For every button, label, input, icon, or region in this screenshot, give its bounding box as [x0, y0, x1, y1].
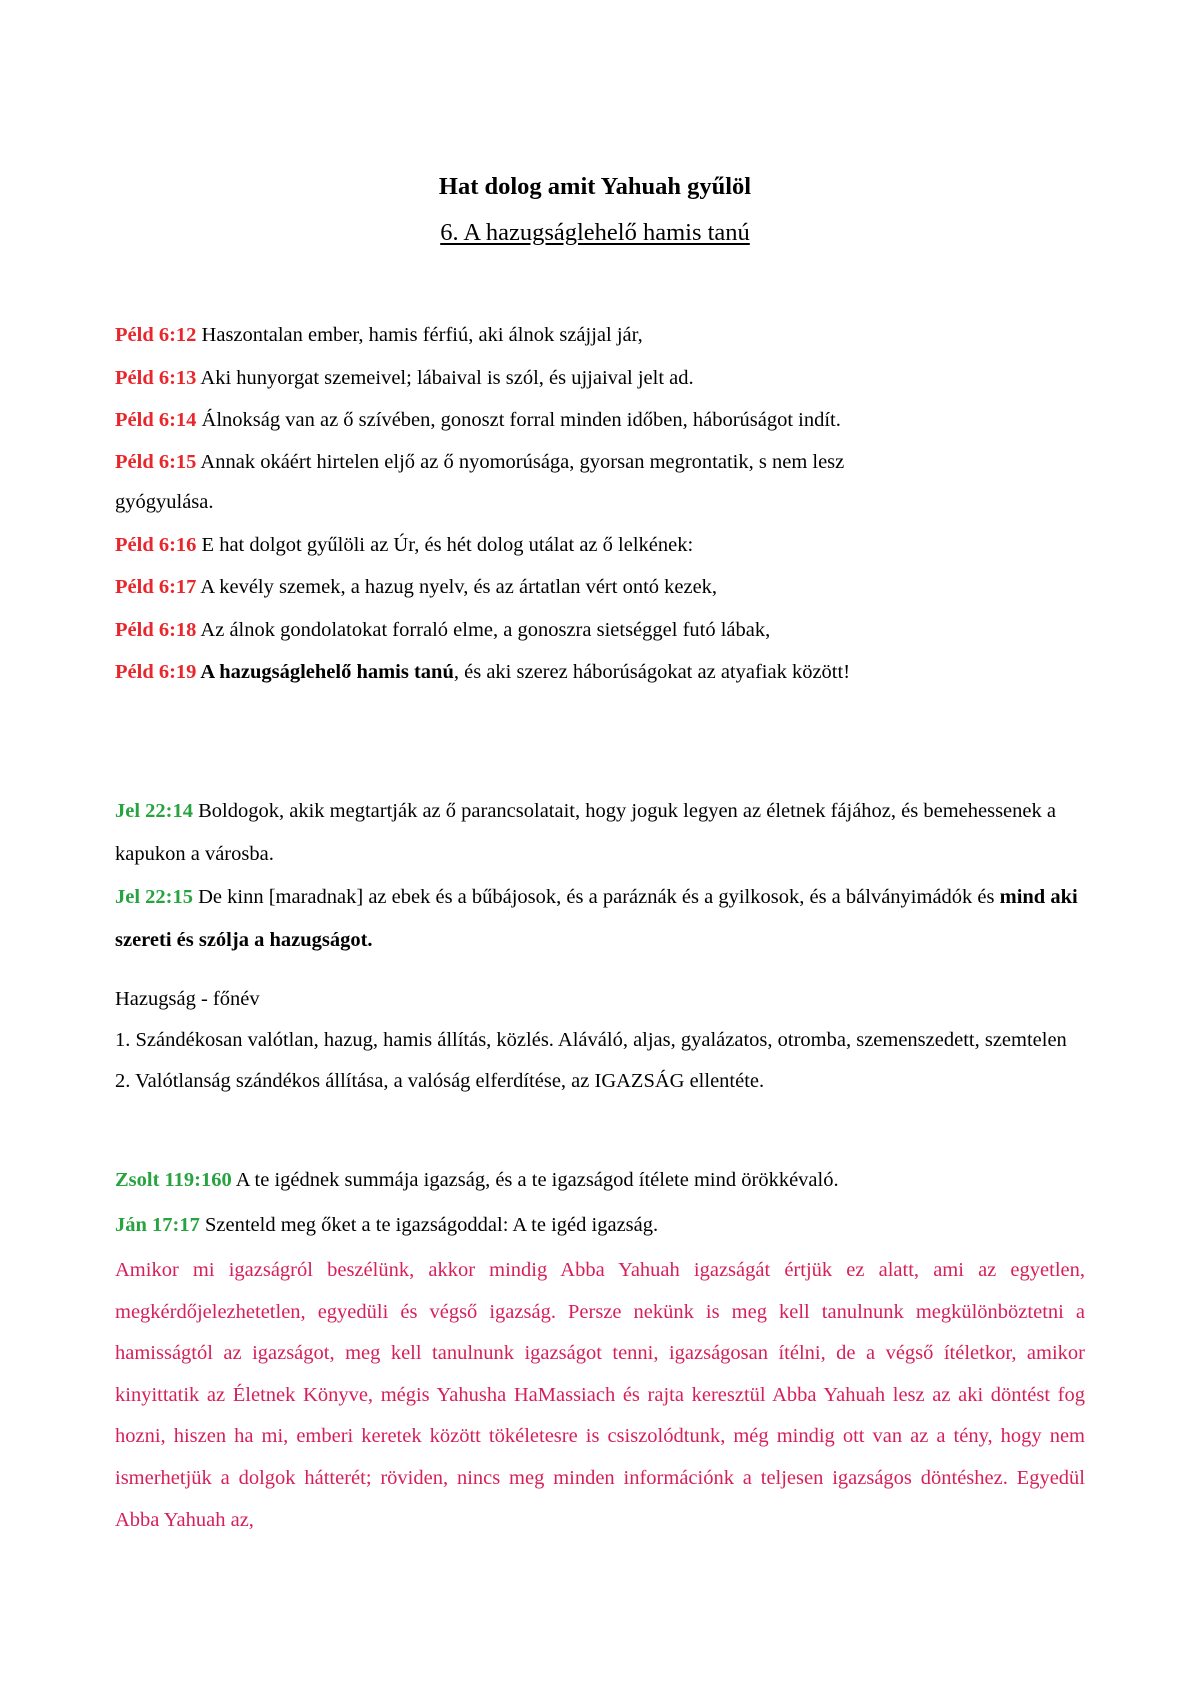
definition-heading: Hazugság - főnév — [115, 988, 260, 1010]
verse-pld-6-16 — [115, 524, 1085, 567]
verse-pld-6-13 — [115, 357, 1085, 400]
verse-emphasis: A hazugságlehelő hamis tanú — [196, 661, 454, 683]
verse-text: A te igédnek summája igazság, és a te igazságod ítélete mind örökkévaló. — [231, 1169, 839, 1191]
verse-text: De kinn [maradnak] az ebek és a bűbájosok, és a paráznák és a gyilkosok, és a bálványimádók és — [193, 886, 1000, 908]
verse-ref: Péld 6:17 — [115, 576, 197, 598]
definition-section — [115, 979, 1085, 1101]
verse-zsolt-119-160 — [115, 1158, 1085, 1203]
verse-pld-6-17 — [115, 566, 1085, 609]
verse-pld-6-19 — [115, 651, 1085, 694]
verse-jan-17-17 — [115, 1203, 1085, 1248]
verse-ref: Péld 6:18 — [115, 618, 197, 641]
verse-text: E hat dolgot gyűlöli az Úr, és hét dolog utálat az ő lelkének: — [196, 533, 694, 556]
verse-text: Haszontalan ember, hamis férfiú, aki álnok szájjal jár, — [196, 324, 643, 346]
verse-text: Aki hunyorgat szemeivel; lábaival is szól, és ujjaival jelt ad. — [196, 366, 694, 389]
verse-text: , és aki szerez háborúságokat az atyafiak között! — [453, 661, 851, 683]
definition-item-2: 2. Valótlanság szándékos állítása, a valóság elferdítése, az IGAZSÁG ellentéte. — [115, 1069, 765, 1092]
verse-ref: Péld 6:19 — [115, 661, 197, 683]
verse-jel-22-14 — [115, 790, 1085, 876]
commentary-paragraph: Amikor mi igazságról beszélünk, akkor mindig Abba Yahuah igazságát értjük ez alatt, ami az egyetlen, megkérdőjelezhetetlen, egyedüli és végső igazság. Persze nekünk is meg kell tanulnunk megkülönböztetni a hamisságtól az igazságot, meg kell tanulnunk igazságot tenni, igazságosan ítélni, de a végső ítéletkor, amikor kinyittatik az Életnek Könyve, mégis Yahusha HaMassiach és rajta keresztül Abba Yahuah lesz az aki döntést fog hozni, hiszen ha mi, emberi keretek között tökéletesre is csiszolódtunk, még mindig ott van az a tény, hogy nem ismerhetjük a dolgok hátterét; röviden, nincs meg minden információnk a teljesen igazságos döntéshez. Egyedül Abba Yahuah az, — [115, 1259, 1085, 1531]
verse-text: Az álnok gondolatokat forraló elme, a gonoszra sietséggel futó lábak, — [196, 618, 771, 641]
verse-pld-6-12 — [115, 314, 1085, 357]
revelation-section — [115, 790, 1085, 962]
verse-emphasis: mind aki szereti és szólja a hazugságot. — [115, 886, 1078, 951]
verse-text: Álnokság van az ő szívében, gonoszt forral minden időben, háborúságot indít. — [196, 409, 841, 431]
page-title: Hat dolog amit Yahuah gyűlöl — [438, 173, 752, 200]
verse-ref: Jel 22:14 — [115, 800, 193, 822]
page-subtitle: 6. A hazugságlehelő hamis tanú — [440, 219, 750, 246]
verse-pld-6-14 — [115, 399, 1085, 442]
verse-text: Szenteld meg őket a te igazságoddal: A te igéd igazság. — [199, 1214, 659, 1236]
verse-ref: Zsolt 119:160 — [115, 1169, 232, 1191]
verse-ref: Péld 6:15 — [115, 450, 197, 473]
verse-text: A kevély szemek, a hazug nyelv, és az ártatlan vért ontó kezek, — [196, 576, 718, 598]
verse-text: Annak okáért hirtelen eljő az ő nyomorúsága, gyorsan megrontatik, s nem lesz gyógyulása. — [115, 450, 845, 513]
other-verses-section — [115, 1158, 1085, 1248]
verse-ref: Péld 6:16 — [115, 533, 197, 556]
verse-jel-22-15 — [115, 876, 1085, 962]
verse-ref: Ján 17:17 — [115, 1214, 200, 1236]
verse-ref: Péld 6:13 — [115, 366, 197, 389]
proverbs-section — [115, 314, 1085, 694]
verse-ref: Jel 22:15 — [115, 886, 193, 908]
verse-pld-6-15 — [115, 442, 915, 522]
definition-item-1: 1. Szándékosan valótlan, hazug, hamis állítás, közlés. Aláváló, aljas, gyalázatos, otromba, szemenszedett, szemtelen — [115, 1028, 1067, 1051]
verse-pld-6-18 — [115, 609, 1085, 652]
verse-ref: Péld 6:12 — [115, 324, 197, 346]
verse-ref: Péld 6:14 — [115, 409, 197, 431]
verse-text: Boldogok, akik megtartják az ő parancsolatait, hogy joguk legyen az életnek fájához, és bemehessenek a kapukon a városba. — [115, 800, 1056, 865]
